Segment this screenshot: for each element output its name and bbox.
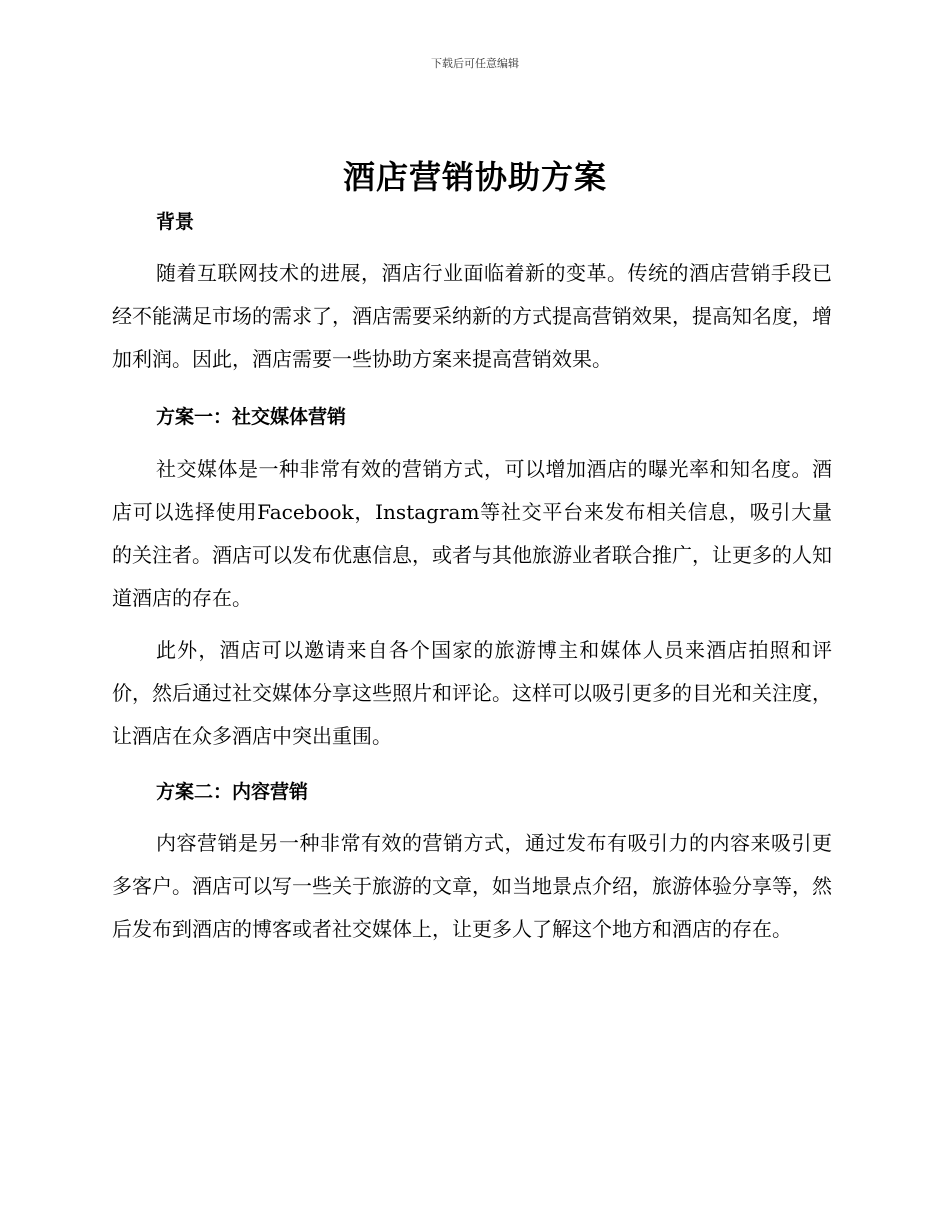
section-heading-plan-two: 方案二：内容营销	[156, 781, 309, 803]
background-paragraph: 随着互联网技术的进展，酒店行业面临着新的变革。传统的酒店营销手段已经不能满足市场的需求了，酒店需要采纳新的方式提高营销效果，提高知名度，增加利润。因此，酒店需要一些协助方案来提高营销效果。	[112, 261, 832, 371]
document-title: 酒店营销协助方案	[342, 158, 607, 196]
plan-one-paragraph-1: 社交媒体是一种非常有效的营销方式，可以增加酒店的曝光率和知名度。酒店可以选择使用Facebook，Instagram等社交平台来发布相关信息，吸引大量的关注者。酒店可以发布优惠信息，或者与其他旅游业者联合推广，让更多的人知道酒店的存在。	[112, 457, 832, 610]
section-heading-background: 背景	[156, 211, 195, 233]
plan-two-paragraph: 内容营销是另一种非常有效的营销方式，通过发布有吸引力的内容来吸引更多客户。酒店可以写一些关于旅游的文章，如当地景点介绍，旅游体验分享等，然后发布到酒店的博客或者社交媒体上，让更多人了解这个地方和酒店的存在。	[112, 831, 832, 941]
plan-one-paragraph-2: 此外，酒店可以邀请来自各个国家的旅游博主和媒体人员来酒店拍照和评价，然后通过社交媒体分享这些照片和评论。这样可以吸引更多的目光和关注度，让酒店在众多酒店中突出重围。	[112, 638, 832, 748]
header-note: 下载后可任意编辑	[431, 57, 519, 70]
section-heading-plan-one: 方案一：社交媒体营销	[156, 406, 347, 428]
